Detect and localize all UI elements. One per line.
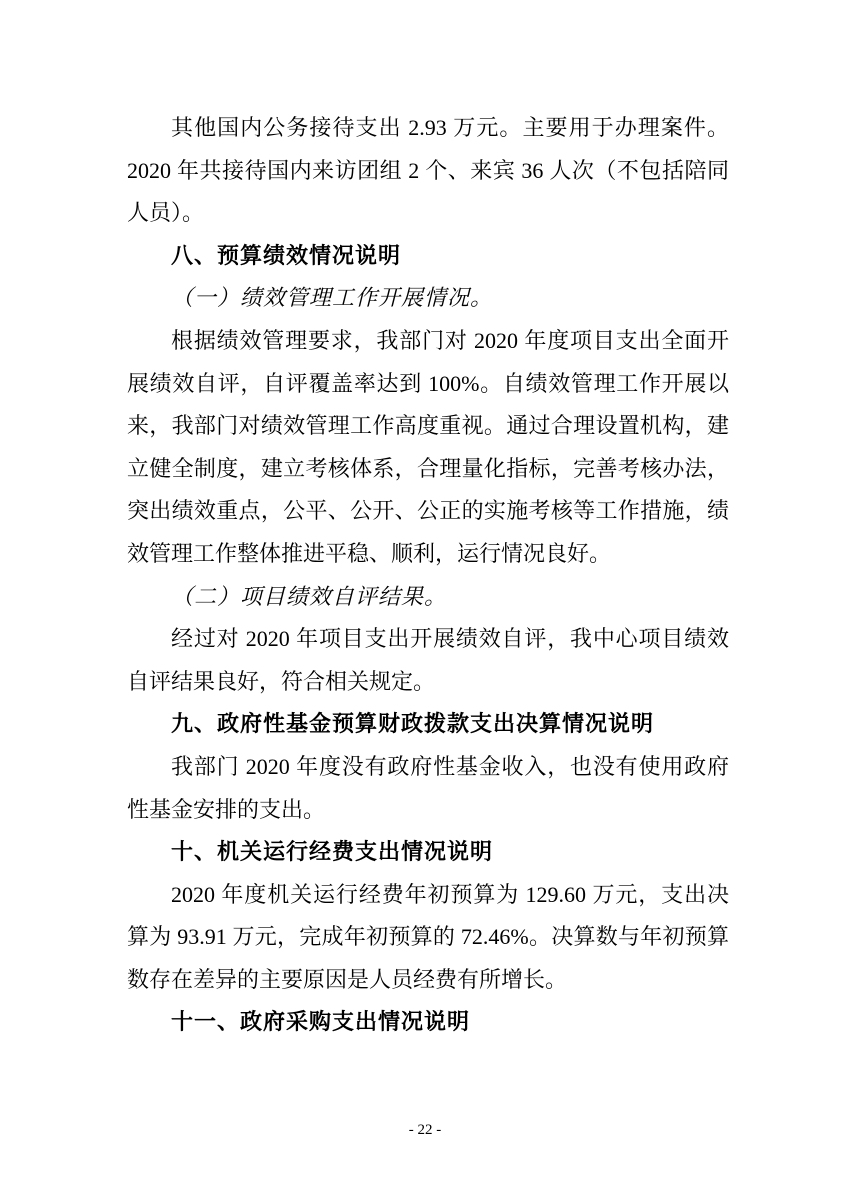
page-number: - 22 - — [408, 1122, 442, 1138]
heading-section-9-government-fund: 九、政府性基金预算财政拨款支出决算情况说明 — [171, 711, 655, 737]
heading-section-8-budget-performance: 八、预算绩效情况说明 — [171, 242, 402, 268]
subheading-2-self-evaluation-result: （二）项目绩效自评结果。 — [171, 583, 448, 609]
paragraph-operating-expense: 2020 年度机关运行经费年初预算为 129.60 万元，支出决算为 93.91 万元，完成年初预算的 72.46%。决算数与年初预算数存在差异的主要原因是人员经费有所增长。 — [127, 881, 729, 992]
heading-section-10-operating-expense: 十、机关运行经费支出情况说明 — [171, 839, 494, 865]
paragraph-government-fund: 我部门 2020 年度没有政府性基金收入，也没有使用政府性基金安排的支出。 — [127, 753, 729, 822]
paragraph-performance-management: 根据绩效管理要求，我部门对 2020 年度项目支出全面开展绩效自评，自评覆盖率达到 100%。自绩效管理工作开展以来，我部门对绩效管理工作高度重视。通过合理设置机构，建立健全制度，建立考核体系，合理量化指标，完善考核办法，突出绩效重点，公平、公开、公正的实施考核等工作措施，绩效管理工作整体推进平稳、顺利，运行情况良好。 — [127, 327, 729, 566]
paragraph-self-evaluation: 经过对 2020 年项目支出开展绩效自评，我中心项目绩效自评结果良好，符合相关规定。 — [127, 626, 729, 694]
paragraph-reception-expense: 其他国内公务接待支出 2.93 万元。主要用于办理案件。2020 年共接待国内来访团组 2 个、来宾 36 人次（不包括陪同人员）。 — [127, 115, 729, 226]
subheading-1-performance-management: （一）绩效管理工作开展情况。 — [171, 285, 494, 311]
heading-section-11-procurement: 十一、政府采购支出情况说明 — [171, 1009, 471, 1035]
page-content — [127, 107, 729, 1044]
